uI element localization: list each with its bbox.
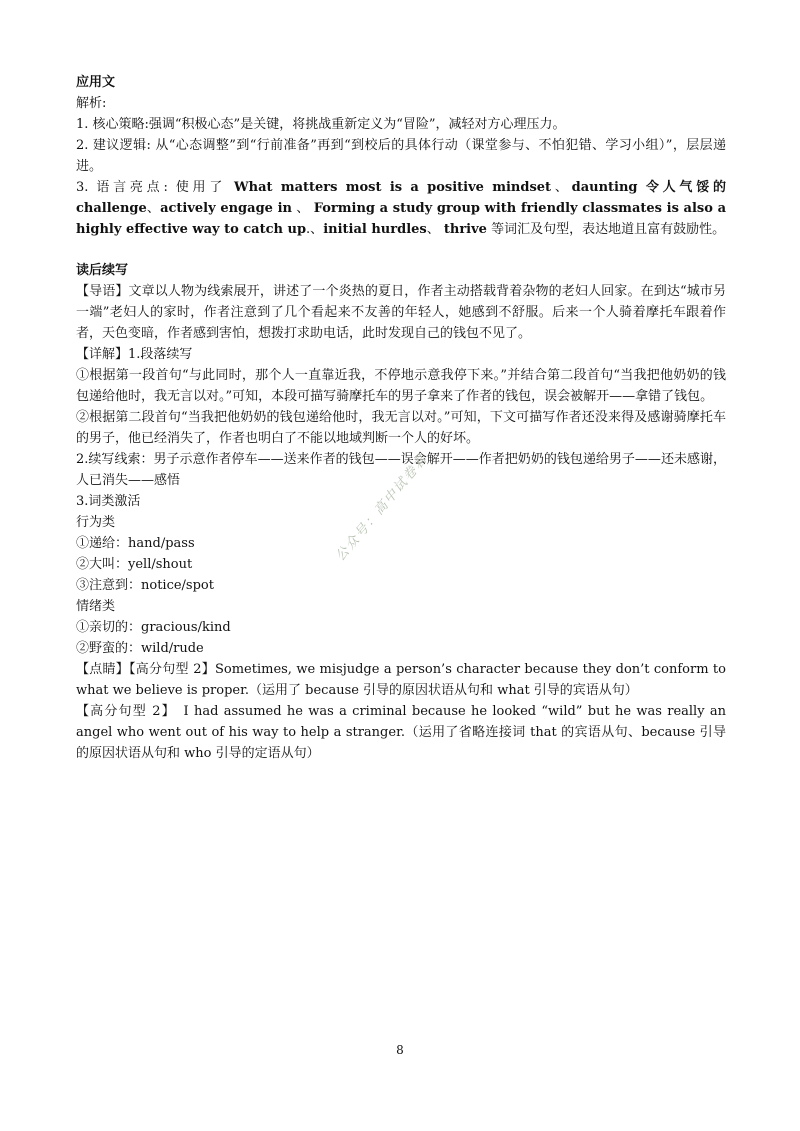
separator: 、 [426,222,440,237]
vocab-item: ②大叫：yell/shout [76,557,193,572]
highlight-phrase: What matters most is a positive mindset [234,180,552,195]
analysis-point-2: 2. 建议逻辑: 从“心态调整”到“行前准备”再到“到校后的具体行动（课堂参与、不怕犯错、学习小组）”，层层递进。 [76,138,726,174]
section-gap [76,240,726,260]
vocab-item: ③注意到：notice/spot [76,578,214,593]
page-number: 8 [396,1043,404,1057]
point-3-end: 等词汇及句型，表达地道且富有鼓励性。 [491,222,726,237]
highlight-phrase: Forming a study group with friendly classmates is also a highly effective way to catch up [76,201,726,237]
watermark-text: 公众号：高中试卷君 [333,451,432,565]
separator: 、 [146,201,161,216]
highlight-sentence-2: 【高分句型 2】 I had assumed he was a criminal because he looked “wild” but he was really an angel who went out of his way to help a stranger.（运用了省略连接词 that 的宾语从句、because 引导的原因状语从句和 who 引导的定语从句） [76,704,726,761]
highlight-phrase: initial hurdles [323,222,427,237]
page-content [76,72,726,764]
intro-paragraph: 【导语】文章以人物为线索展开，讲述了一个炎热的夏日，作者主动搭载背着杂物的老妇人回家。在到达“城市另一端”老妇人的家时，作者注意到了几个看起来不友善的年轻人，她感到不舒服。后来一个人骑着摩托车跟着作者，天色变暗，作者感到害怕，想拨打求助电话，此时发现自己的钱包不见了。 [76,284,726,341]
highlight-phrase: daunting 令人气馁的 challenge [76,180,726,216]
detail-heading: 【详解】1.段落续写 [76,347,193,362]
continuation-clues: 2.续写线索：男子示意作者停车——送来作者的钱包——误会解开——作者把奶奶的钱包递给男子——还未感谢，人已消失——感悟 [76,452,726,488]
highlight-phrase: actively engage in [160,201,292,216]
vocab-category-emotion: 情绪类 [76,599,116,614]
vocab-item: ①递给：hand/pass [76,536,195,551]
analysis-point-3 [76,177,726,240]
detail-item-1: ①根据第一段首句“与此同时，那个人一直靠近我，不停地示意我停下来。”并结合第二段首句“当我把他奶奶的钱包递给他时，我无言以对。”可知，本段可描写骑摩托车的男子拿来了作者的钱包，误会被解开——拿错了钱包。 [76,368,726,404]
detail-item-2: ②根据第二段首句“当我把他奶奶的钱包递给他时，我无言以对。”可知，下文可描写作者还没来得及感谢骑摩托车的男子，他已经消失了，作者也明白了不能以地域判断一个人的好坏。 [76,410,726,446]
separator: 、 [551,180,572,195]
analysis-point-1: 1. 核心策略:强调“积极心态”是关键，将挑战重新定义为“冒险”，减轻对方心理压力。 [76,117,566,132]
vocab-item: ②野蛮的：wild/rude [76,641,204,656]
vocab-category-action: 行为类 [76,515,116,530]
analysis-label: 解析: [76,96,107,111]
separator: 、 [296,201,310,216]
section-title-yingyongwen: 应用文 [76,75,116,90]
point-3-lead: 3. 语言亮点: 使用了 [76,180,227,195]
vocab-item: ①亲切的：gracious/kind [76,620,231,635]
vocab-heading: 3.词类激活 [76,494,141,509]
highlight-sentence-1: 【点睛】【高分句型 2】Sometimes, we misjudge a person’s character because they don’t conform to what we believe is proper.（运用了 because 引导的原因状语从句和 what 引导的宾语从句） [76,662,726,698]
separator: .、 [306,222,324,237]
highlight-phrase: thrive [443,222,487,237]
section-title-duhouxuxie: 读后续写 [76,263,129,278]
